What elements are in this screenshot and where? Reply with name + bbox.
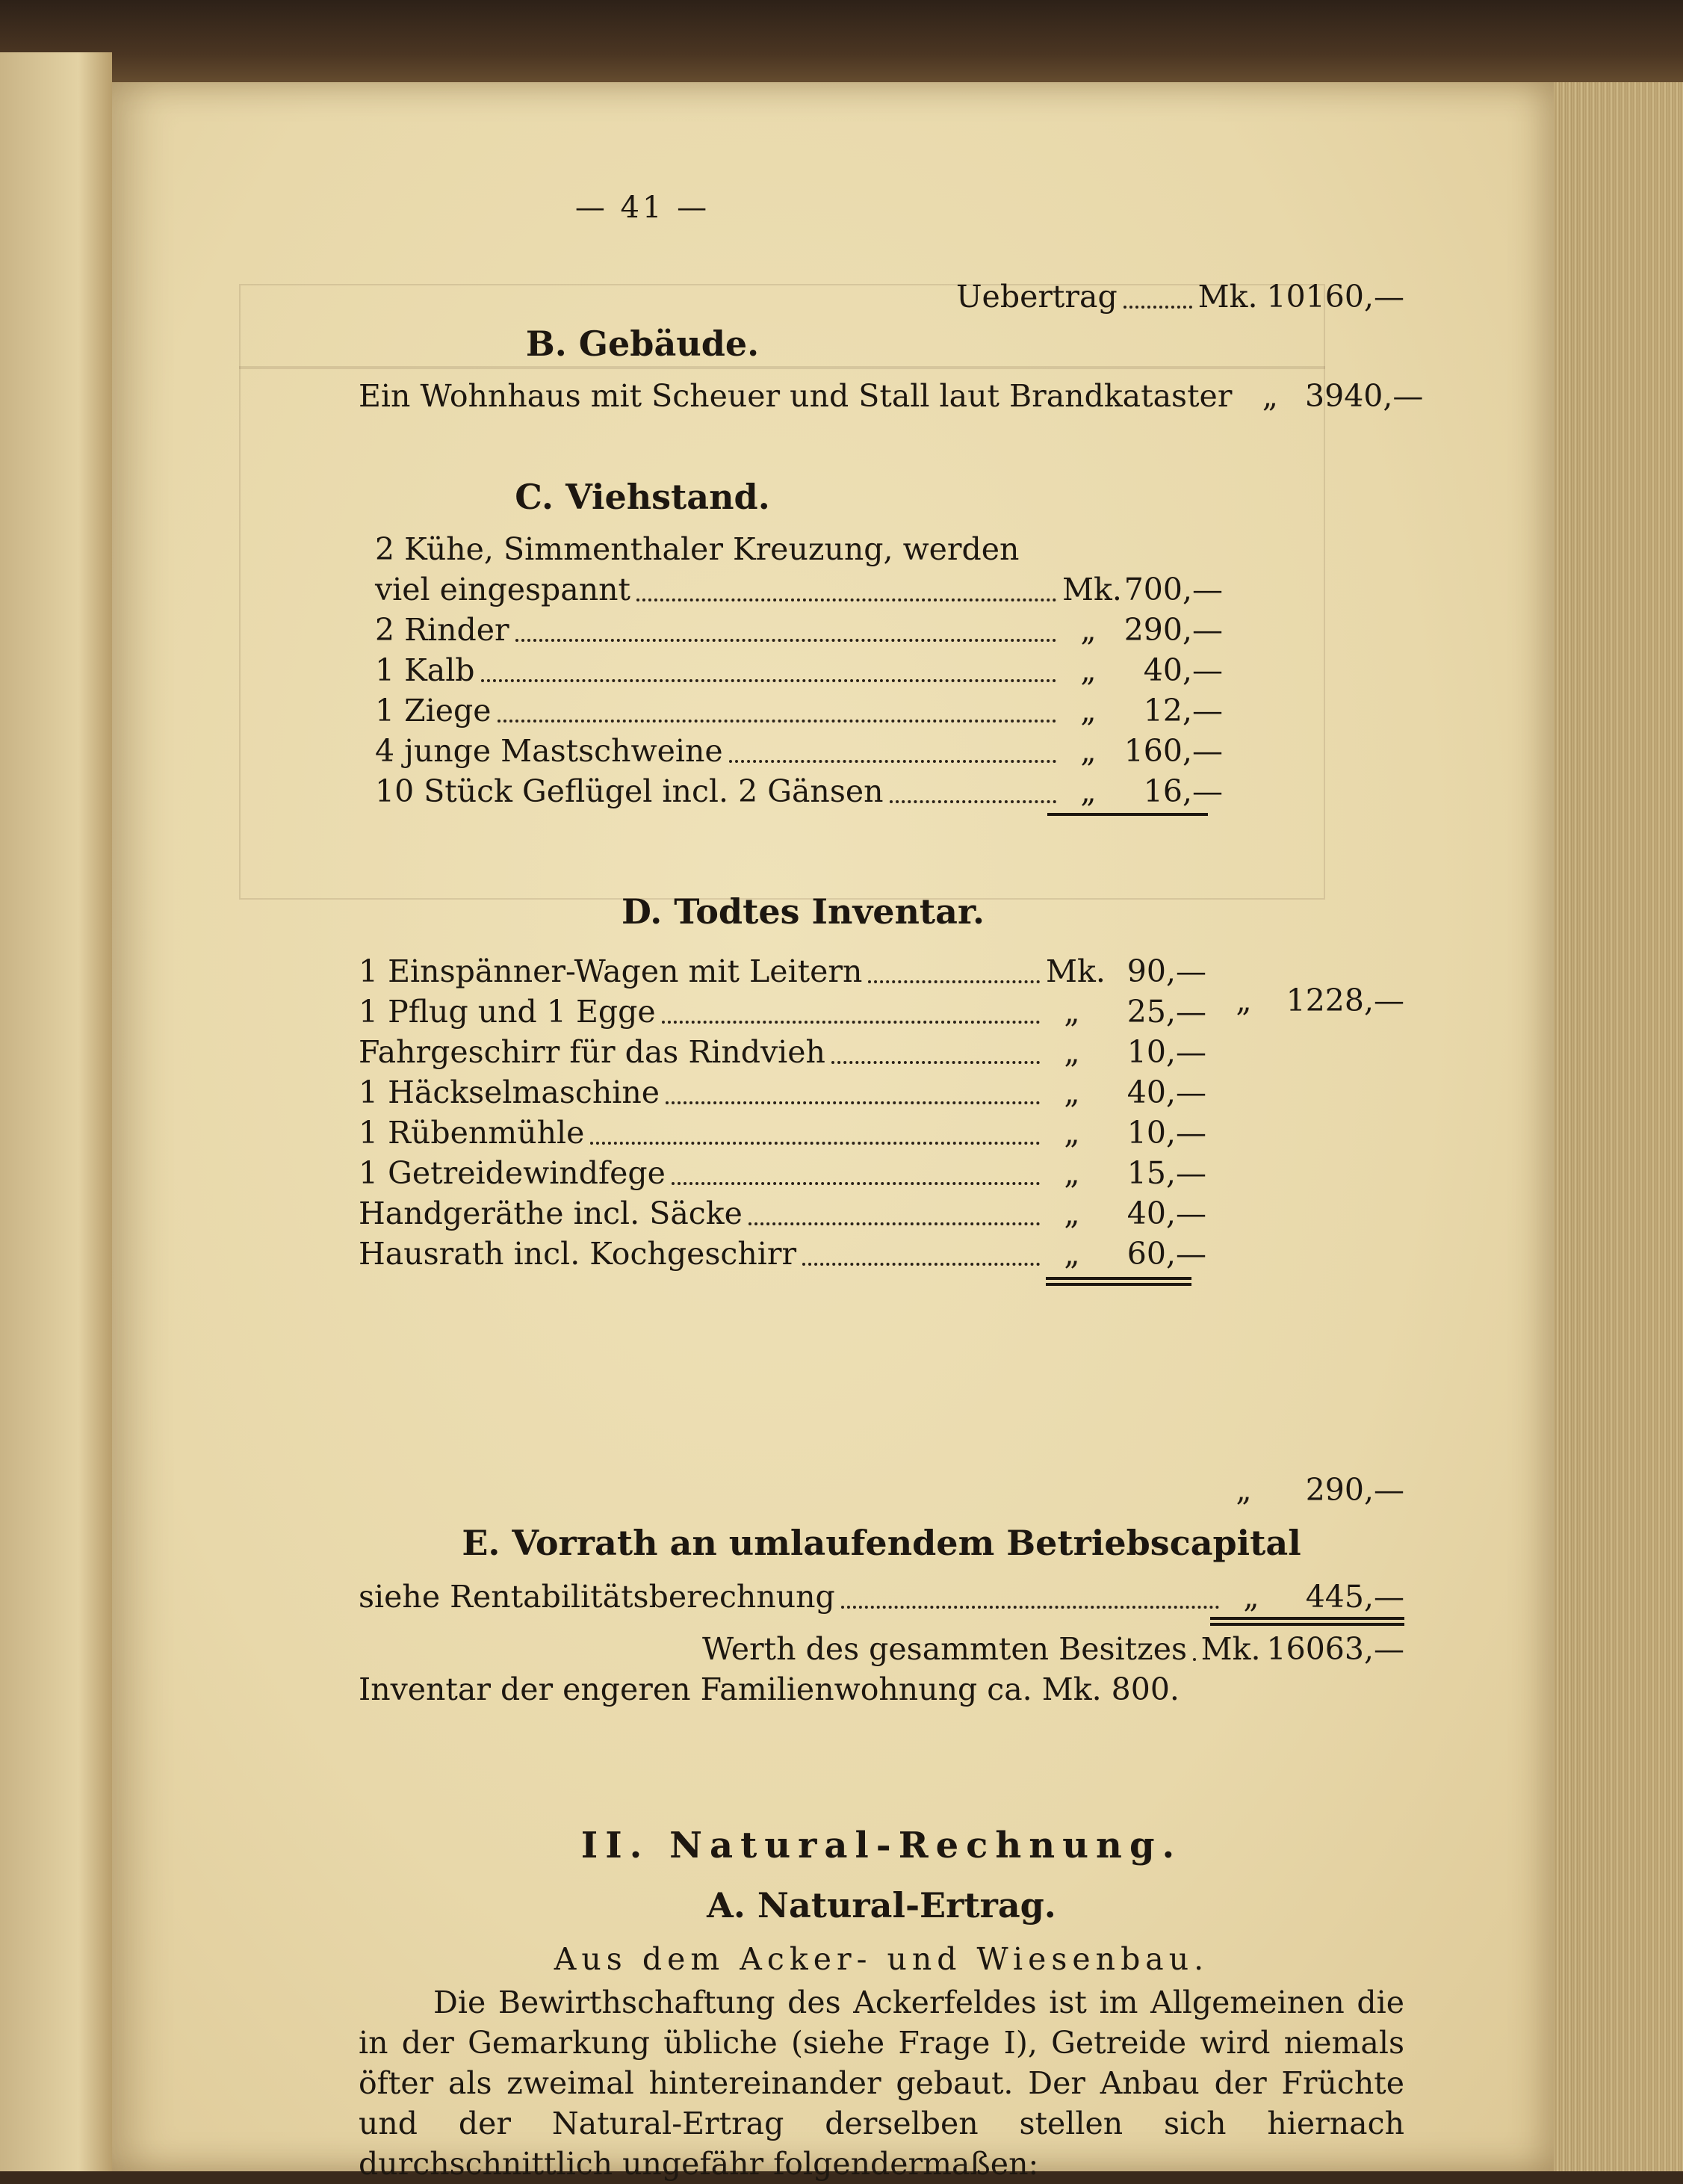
dot-leader xyxy=(515,630,1056,642)
livestock-item-label: 2 Rinder xyxy=(375,612,509,648)
inventory-total-currency: „ xyxy=(1236,1472,1252,1508)
ledger-row xyxy=(375,690,1223,731)
ledger-row xyxy=(359,1234,1206,1274)
ledger-row xyxy=(375,771,1223,811)
ledger-row xyxy=(375,610,1223,650)
section-b xyxy=(359,318,1424,416)
inventory-item-amount: 10,— xyxy=(1126,1115,1206,1151)
livestock-intro xyxy=(375,529,1223,569)
inventory-item-label: Hausrath incl. Kochgeschirr xyxy=(359,1236,797,1272)
inventory-item-amount: 60,— xyxy=(1126,1236,1206,1272)
inventory-item-currency: „ xyxy=(1064,1155,1080,1191)
building-amount: 3940,— xyxy=(1305,378,1424,414)
inventory-item-label: 1 Einspänner-Wagen mit Leitern xyxy=(359,953,863,989)
page-stack-edge xyxy=(1554,82,1683,2171)
inventory-total-row xyxy=(1218,1470,1404,1510)
section-d-title: D. Todtes Inventar. xyxy=(622,891,985,932)
ledger-row xyxy=(359,951,1206,992)
dot-leader xyxy=(841,1597,1219,1609)
inventory-item-currency: „ xyxy=(1064,1034,1080,1070)
dot-leader xyxy=(636,590,1056,601)
livestock-item-amount: 40,— xyxy=(1143,652,1223,688)
inventory-item-amount: 40,— xyxy=(1126,1195,1206,1231)
livestock-item-currency: „ xyxy=(1080,693,1097,728)
inventory-item-amount: 90,— xyxy=(1126,953,1206,989)
grand-total-rule xyxy=(1210,1617,1404,1626)
livestock-intro-text: 2 Kühe, Simmenthaler Kreuzung, werden xyxy=(375,531,1020,567)
dot-leader xyxy=(831,1052,1040,1064)
ledger-row xyxy=(359,1577,1404,1617)
livestock-item-currency: „ xyxy=(1080,773,1097,809)
livestock-item-label: 10 Stück Geflügel incl. 2 Gänsen xyxy=(375,773,884,809)
section-ii-title: II. Natural-Rechnung. xyxy=(580,1825,1183,1866)
grand-total-currency: Mk. xyxy=(1200,1631,1261,1667)
subtotal-rule xyxy=(1047,813,1208,816)
grand-total-row xyxy=(702,1629,1404,1669)
dot-leader xyxy=(868,971,1040,983)
dot-leader xyxy=(729,751,1056,763)
inventory-item-label: Handgeräthe incl. Säcke xyxy=(359,1195,743,1231)
dot-leader xyxy=(890,791,1056,803)
carry-currency: Mk. xyxy=(1197,279,1258,315)
ledger-row xyxy=(375,731,1223,771)
dot-leader xyxy=(590,1133,1040,1145)
ledger-row xyxy=(375,569,1223,610)
livestock-item-amount: 290,— xyxy=(1123,612,1223,648)
livestock-item-label: viel eingespannt xyxy=(375,572,630,607)
livestock-item-amount: 700,— xyxy=(1123,572,1223,607)
inventory-total: 290,— xyxy=(1305,1472,1404,1508)
livestock-item-currency: Mk. xyxy=(1062,572,1122,607)
ledger-row xyxy=(956,276,1404,317)
dot-leader xyxy=(748,1213,1040,1225)
inventory-item-label: 1 Rübenmühle xyxy=(359,1115,585,1151)
livestock-list xyxy=(375,529,1223,816)
inventory-item-label: 1 Getreidewindfege xyxy=(359,1155,666,1191)
livestock-items xyxy=(375,569,1223,811)
livestock-item-currency: „ xyxy=(1080,733,1097,769)
inventory-note-text: Inventar der engeren Familienwohnung ca. Mk. 800. xyxy=(359,1671,1180,1707)
ledger-row xyxy=(359,1072,1206,1113)
livestock-item-label: 1 Kalb xyxy=(375,652,475,688)
ledger-row xyxy=(375,650,1223,690)
section-ii-subheading: Aus dem Acker- und Wiesenbau. xyxy=(554,1941,1209,1977)
inventory-item-currency: Mk. xyxy=(1046,953,1106,989)
section-ii-paragraph: Die Bewirthschaftung des Ackerfeldes ist im Allgemeinen die in der Gemarkung übliche (siehe Frage I), Getreide wird niemals öfter als zweimal hintereinander gebaut. Der Anbau der Früchte und der Natural-Ertrag derselben stellen sich hiernach durchschnittlich ungefähr folgendermaßen: xyxy=(359,1985,1404,2182)
dot-leader xyxy=(498,711,1057,723)
dot-leader xyxy=(662,1012,1040,1024)
dot-leader xyxy=(1123,297,1192,309)
inventory-item-amount: 25,— xyxy=(1126,994,1206,1030)
book-top-edge xyxy=(0,0,1683,90)
inventory-item-amount: 15,— xyxy=(1126,1155,1206,1191)
section-c-title: C. Viehstand. xyxy=(515,477,770,517)
building-currency: „ xyxy=(1262,378,1279,414)
capital-amount: 445,— xyxy=(1305,1579,1404,1615)
inventory-item-currency: „ xyxy=(1064,1074,1080,1110)
livestock-total-currency: „ xyxy=(1236,983,1252,1018)
inventory-item-amount: 40,— xyxy=(1126,1074,1206,1110)
section-b-title: B. Gebäude. xyxy=(525,324,760,364)
inventory-item-label: 1 Pflug und 1 Egge xyxy=(359,994,656,1030)
section-e-title: E. Vorrath an umlaufendem Betriebscapital xyxy=(462,1523,1301,1563)
ledger-row xyxy=(359,376,1424,416)
inventory-item-label: 1 Häckselmaschine xyxy=(359,1074,660,1110)
dot-leader xyxy=(1193,1649,1195,1661)
inventory-item-amount: 10,— xyxy=(1126,1034,1206,1070)
inventory-items xyxy=(359,951,1206,1274)
dot-leader xyxy=(666,1092,1040,1104)
section-ii xyxy=(359,1819,1404,2184)
section-d xyxy=(359,885,1404,1508)
capital-currency: „ xyxy=(1243,1579,1259,1615)
inventory-item-currency: „ xyxy=(1064,1115,1080,1151)
inventory-item-label: Fahrgeschirr für das Rindvieh xyxy=(359,1034,825,1070)
livestock-item-currency: „ xyxy=(1080,652,1097,688)
livestock-item-label: 4 junge Mastschweine xyxy=(375,733,723,769)
subtotal-rule xyxy=(1046,1277,1191,1286)
dot-leader xyxy=(802,1254,1040,1266)
ledger-row xyxy=(359,992,1206,1032)
capital-label: siehe Rentabilitätsberechnung xyxy=(359,1579,835,1615)
section-e xyxy=(359,1517,1404,1710)
livestock-item-amount: 12,— xyxy=(1143,693,1223,728)
ledger-row xyxy=(359,1153,1206,1193)
livestock-item-amount: 160,— xyxy=(1123,733,1223,769)
inventory-item-currency: „ xyxy=(1064,994,1080,1030)
dot-leader xyxy=(481,670,1056,682)
dot-leader xyxy=(672,1173,1040,1185)
grand-total-amount: 16063,— xyxy=(1266,1631,1404,1667)
ledger-row xyxy=(359,1113,1206,1153)
building-label: Ein Wohnhaus mit Scheuer und Stall laut Brandkataster xyxy=(359,378,1233,414)
inventory-item-currency: „ xyxy=(1064,1236,1080,1272)
inventory-note xyxy=(359,1669,1404,1710)
inventory-item-currency: „ xyxy=(1064,1195,1080,1231)
carry-label: Uebertrag xyxy=(956,279,1118,315)
carry-row xyxy=(956,276,1404,317)
livestock-total: 1228,— xyxy=(1286,983,1404,1018)
left-page-edge xyxy=(0,52,112,2171)
carry-amount: 10160,— xyxy=(1266,279,1404,315)
livestock-item-label: 1 Ziege xyxy=(375,693,492,728)
livestock-item-currency: „ xyxy=(1080,612,1097,648)
section-ii-subtitle: A. Natural-Ertrag. xyxy=(707,1885,1056,1925)
livestock-item-amount: 16,— xyxy=(1143,773,1223,809)
ledger-row xyxy=(359,1193,1206,1234)
grand-total-label: Werth des gesammten Besitzes xyxy=(702,1631,1188,1667)
ledger-row xyxy=(359,1032,1206,1072)
page-number: — 41 — xyxy=(574,191,710,225)
